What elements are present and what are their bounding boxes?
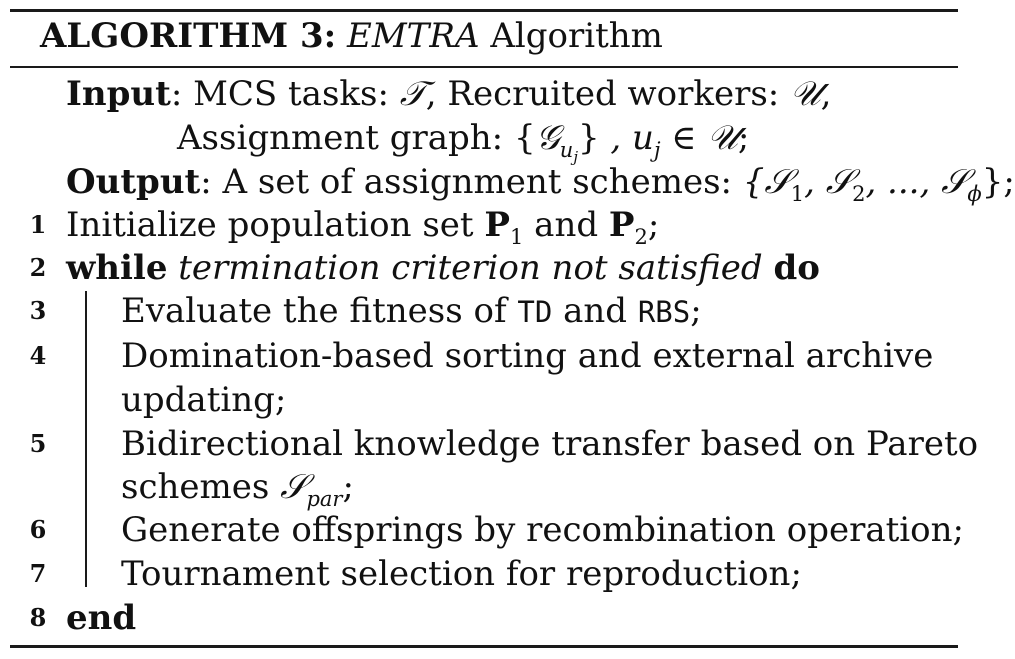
line-number: 3 bbox=[29, 296, 47, 325]
bottom-rule bbox=[10, 645, 958, 648]
algo-line-5a: Bidirectional knowledge transfer based on Pareto bbox=[121, 424, 979, 464]
algo-line-3: Evaluate the fitness of TD and RBS; bbox=[121, 291, 702, 331]
algo-line-7: Tournament selection for reproduction; bbox=[121, 554, 802, 594]
loop-body-bar bbox=[85, 291, 87, 587]
output-label: Output bbox=[66, 162, 201, 202]
algo-line-4a: Domination-based sorting and external archive bbox=[121, 336, 934, 376]
line-number: 8 bbox=[29, 603, 47, 632]
top-rule bbox=[10, 9, 958, 12]
algorithm-suffix: Algorithm bbox=[490, 16, 663, 56]
header-rule bbox=[10, 66, 958, 68]
algorithm-name: EMTRA bbox=[347, 16, 480, 56]
tasks-symbol: 𝒯 bbox=[399, 74, 426, 114]
algo-line-2: while termination criterion not satisfied do bbox=[66, 248, 820, 288]
line-number: 7 bbox=[29, 559, 47, 588]
keyword-do: do bbox=[773, 248, 820, 288]
input-line-2: Assignment graph: {𝒢$_{u_j}$} , $u_j$ ∈ 𝒰; bbox=[177, 118, 750, 166]
line-number: 1 bbox=[29, 210, 47, 239]
workers-symbol: 𝒰 bbox=[790, 74, 821, 114]
line-number: 2 bbox=[29, 253, 47, 282]
keyword-end: end bbox=[66, 598, 137, 638]
keyword-while: while bbox=[66, 248, 168, 288]
algo-line-1: Initialize population set $P_1$ and $P_2$; bbox=[66, 205, 660, 249]
output-line: Output: A set of assignment schemes: {𝒮$_1$, 𝒮$_2$, ..., 𝒮$_\phi$}; bbox=[66, 162, 1015, 206]
algo-line-6: Generate offsprings by recombination operation; bbox=[121, 510, 964, 550]
line-number: 4 bbox=[29, 341, 47, 370]
algo-line-4b: updating; bbox=[121, 380, 287, 420]
algorithm-title bbox=[40, 16, 663, 56]
algorithm-label: ALGORITHM 3: bbox=[40, 16, 337, 56]
line-number: 5 bbox=[29, 429, 47, 458]
line-number: 6 bbox=[29, 515, 47, 544]
graph-symbol: 𝒢 bbox=[535, 118, 560, 158]
algo-line-5b: schemes 𝒮$_{par}$; bbox=[121, 467, 354, 511]
input-label: Input bbox=[66, 74, 171, 114]
input-line-1: Input: MCS tasks: 𝒯, Recruited workers: 𝒰, bbox=[66, 74, 832, 114]
